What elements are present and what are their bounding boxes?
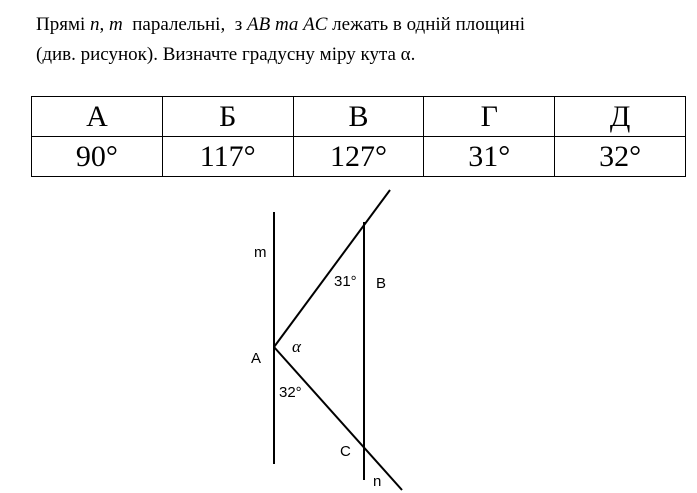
question-line-2: (див. рисунок). Визначте градусну міру кута α.: [36, 44, 416, 65]
question-text-part: паралельні, з: [122, 14, 247, 35]
answer-value-g: 31°: [424, 137, 555, 177]
segment-ac: AC: [303, 14, 328, 35]
line-name-m: m: [109, 14, 123, 35]
answer-value-v: 127°: [293, 137, 424, 177]
label-c: C: [340, 443, 351, 460]
label-angle-31: 31°: [334, 273, 357, 290]
question-text-part: лежать в одній площині: [327, 14, 525, 35]
ray-ab: [274, 190, 390, 347]
answer-value-d: 32°: [555, 137, 686, 177]
label-a: A: [251, 350, 262, 367]
answer-letter-a: А: [32, 97, 163, 137]
answer-letter-b: Б: [162, 97, 293, 137]
answer-letter-v: В: [293, 97, 424, 137]
segment-ab: AB: [246, 14, 271, 35]
line-name-n: n: [90, 14, 100, 35]
label-alpha: α: [292, 337, 301, 356]
label-b: B: [376, 275, 387, 292]
answer-letter-d: Д: [555, 97, 686, 137]
answer-letter-g: Г: [424, 97, 555, 137]
question-text-part: Прямі: [36, 14, 91, 35]
label-angle-32: 32°: [279, 384, 302, 401]
answer-value-b: 117°: [162, 137, 293, 177]
label-m: m: [254, 244, 267, 261]
word-ta: та: [270, 14, 304, 35]
label-n: n: [373, 473, 382, 490]
question-text-part: ,: [99, 14, 110, 35]
line-n: [274, 347, 402, 490]
answer-value-a: 90°: [32, 137, 163, 177]
